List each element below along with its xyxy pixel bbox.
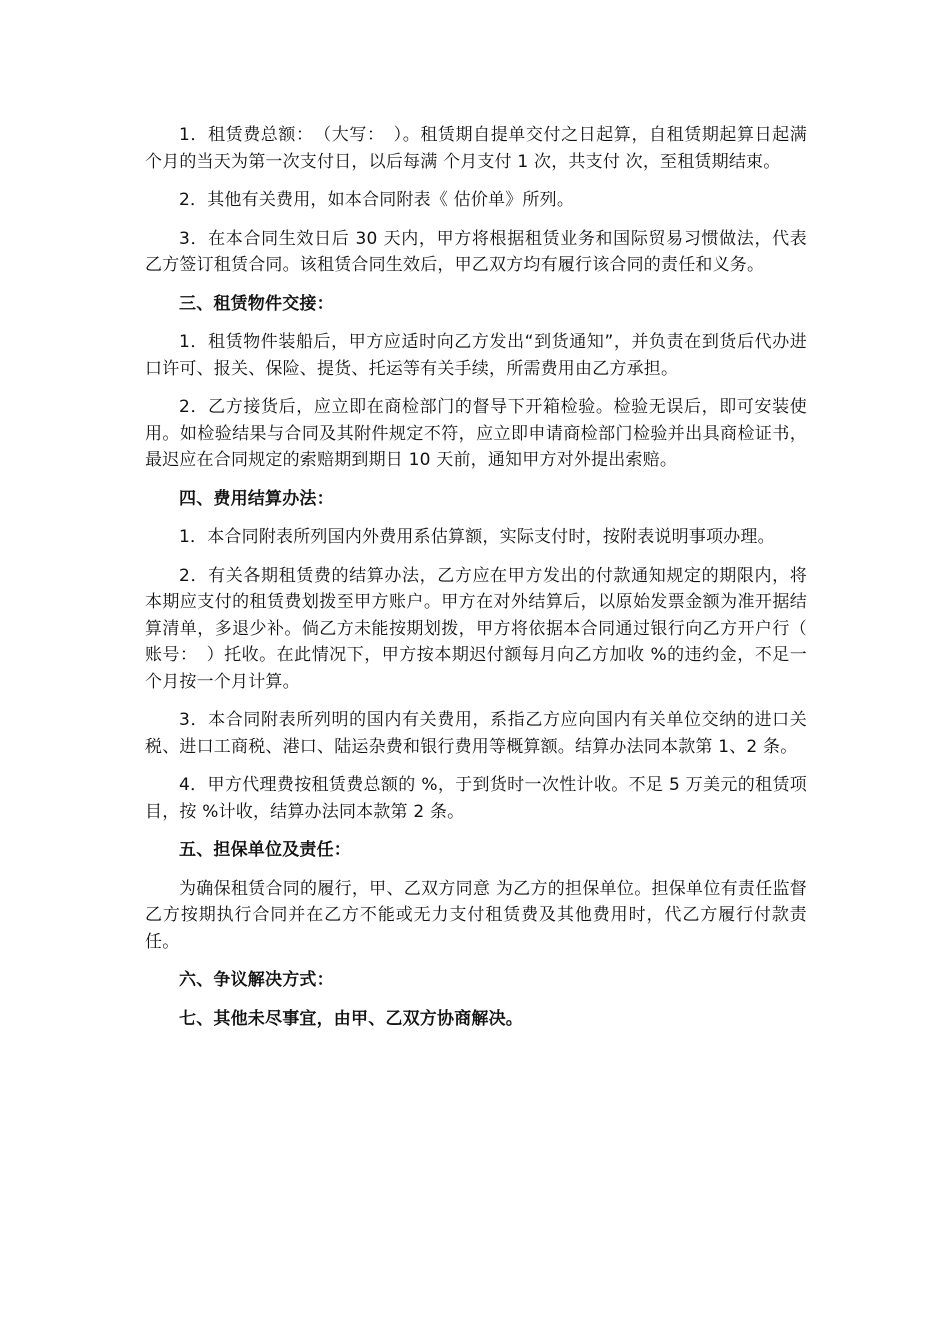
clause-sign-lease: 3．在本合同生效日后 30 天内，甲方将根据租赁业务和国际贸易习惯做法，代表乙方签订租赁合同。该租赁合同生效后，甲乙双方均有履行该合同的责任和义务。 [145,228,807,275]
section-heading-settlement: 四、费用结算办法： [179,488,334,509]
clause-domestic-fees: 3．本合同附表所列明的国内有关费用，系指乙方应向国内有关单位交纳的进口关税、进口工商税、港口、陆运杂费和银行费用等概算额。结算办法同本款第 1、2 条。 [145,710,807,757]
clause-arrival-notice: 1．租赁物件装船后，甲方应适时向乙方发出“到货通知”，并负责在到货后代办进口许可、报关、保险、提货、托运等有关手续，所需费用由乙方承担。 [145,332,807,379]
clause-rent-total: 1．租赁费总额： （大写： ）。租赁期自提单交付之日起算，自租赁期起算日起满 个月的当天为第一次支付日，以后每满 个月支付 1 次，共支付 次，至租赁期结束。 [145,125,807,172]
clause-agency-fee: 4．甲方代理费按租赁费总额的 %，于到货时一次性计收。不足 5 万美元的租赁项目，按 %计收，结算办法同本款第 2 条。 [145,775,807,822]
clause-estimated-fees: 1．本合同附表所列国内外费用系估算额，实际支付时，按附表说明事项办理。 [179,527,775,547]
clause-periodic-settlement: 2．有关各期租赁费的结算办法，乙方应在甲方发出的付款通知规定的期限内，将本期应支付的租赁费划拨至甲方账户。甲方在对外结算后，以原始发票金额为准开据结算清单，多退少补。倘乙方未能按期划拨，甲方将依据本合同通过银行向乙方开户行（ 账号： ）托收。在此情况下，甲方按本期迟付额每月向乙方加收 %的违约金，不足一个月按一个月计算。 [145,565,807,692]
section-heading-other-matters: 七、其他未尽事宜，由甲、乙双方协商解决。 [179,1008,523,1029]
section-heading-handover: 三、租赁物件交接： [179,293,334,314]
clause-guarantor: 为确保租赁合同的履行，甲、乙双方同意 为乙方的担保单位。担保单位有责任监督乙方按期执行合同并在乙方不能或无力支付租赁费及其他费用时，代乙方履行付款责任。 [145,878,807,952]
document-body [145,122,807,1044]
clause-inspection: 2．乙方接货后，应立即在商检部门的督导下开箱检验。检验无误后，即可安装使用。如检验结果与合同及其附件规定不符，应立即申请商检部门检验并出具商检证书，最迟应在合同规定的索赔期到期日 10 天前，通知甲方对外提出索赔。 [145,397,807,470]
clause-other-fees: 2．其他有关费用，如本合同附表《 估价单》所列。 [179,190,575,210]
section-heading-guarantor: 五、担保单位及责任： [179,840,351,860]
section-heading-dispute: 六、争议解决方式： [179,970,334,990]
